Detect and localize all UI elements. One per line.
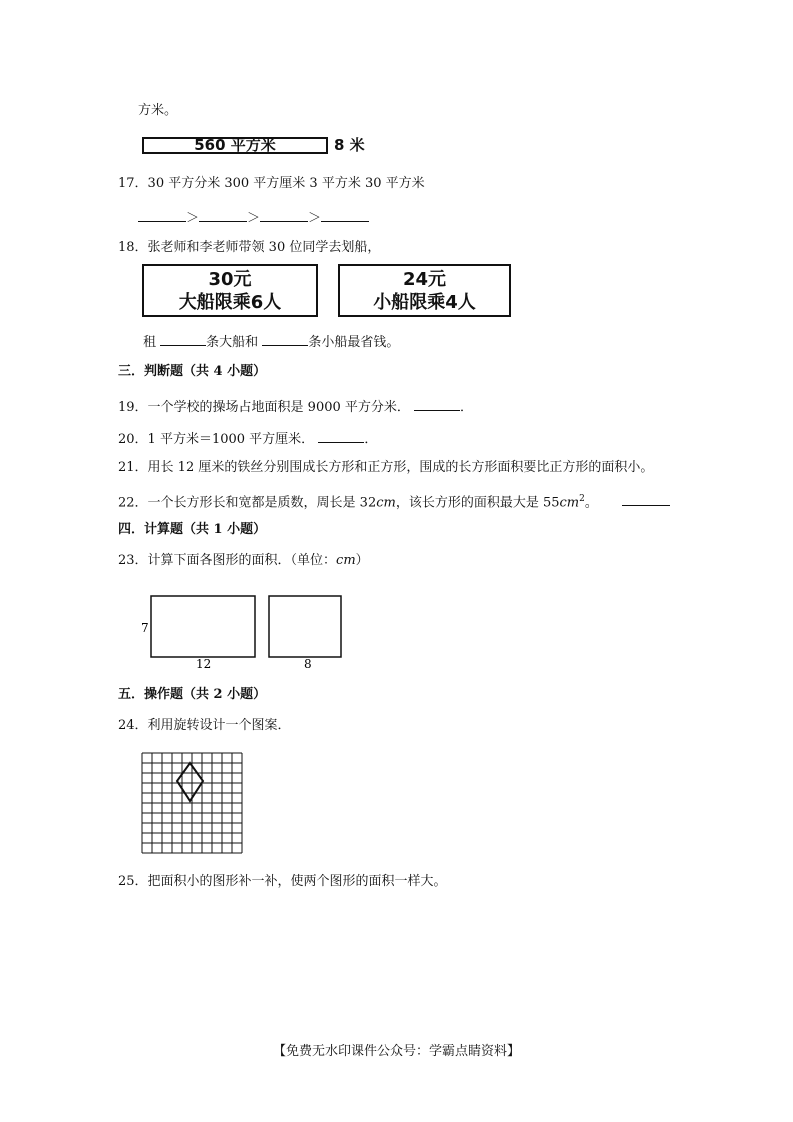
greater-than-sign: ＞ [247, 211, 261, 226]
q22-text-a: 22．一个长方形长和宽都是质数，周长是 32 [118, 495, 377, 511]
q23-text-b: ） [355, 553, 369, 568]
q23-question-row [118, 552, 369, 570]
big-boat-sign [142, 264, 318, 317]
q20-row [118, 428, 377, 449]
q19-question: 19．一个学校的操场占地面积是 9000 平方分米． [118, 400, 410, 415]
q25-question: 25．把面积小的图形补一补，使两个图形的面积一样大。 [118, 874, 447, 889]
square-figure [269, 596, 341, 657]
q19-end: ． [460, 400, 474, 415]
q24-grid[interactable] [140, 751, 244, 855]
answer-blank[interactable] [160, 331, 206, 346]
q16-side-label: 8 米 [334, 136, 365, 154]
answer-blank[interactable] [199, 207, 247, 222]
answer-blank[interactable] [138, 207, 186, 222]
q18-answer-row [143, 331, 399, 352]
q17-question: 17．30 平方分米 300 平方厘米 3 平方米 30 平方米 [118, 176, 425, 191]
big-boat-rule: 大船限乘6人 [178, 292, 282, 313]
q22-sup: 2 [579, 494, 585, 504]
square-side-label: 8 [304, 657, 312, 670]
q18-question: 18．张老师和李老师带领 30 位同学去划船， [118, 240, 381, 255]
q22-unit-cm: cm [376, 495, 396, 511]
q16-area-box: 560 平方米 [142, 137, 328, 154]
q24-question: 24．利用旋转设计一个图案． [118, 718, 291, 733]
section-4-heading: 四．计算题（共 1 小题） [118, 522, 267, 537]
kite-shape [177, 763, 203, 801]
footer-note: 【免费无水印课件公众号：学霸点睛资料】 [272, 1044, 520, 1059]
greater-than-sign: ＞ [308, 211, 322, 226]
q19-row [118, 396, 473, 417]
answer-blank[interactable] [262, 331, 308, 346]
q23-unit: cm [336, 553, 356, 568]
big-boat-price: 30元 [208, 269, 252, 290]
rect-width-label: 12 [196, 657, 212, 670]
q17-answer-row [138, 207, 369, 228]
answer-blank[interactable] [414, 396, 460, 411]
rectangle-figure [151, 596, 255, 657]
answer-blank[interactable] [318, 428, 364, 443]
small-boat-sign [338, 264, 511, 317]
q22-row [118, 490, 670, 512]
answer-blank[interactable] [321, 207, 369, 222]
rect-height-label: 7 [141, 621, 149, 635]
q20-question: 20．1 平方米＝1000 平方厘米． [118, 432, 315, 447]
small-boat-rule: 小船限乘4人 [373, 292, 476, 313]
small-boat-text: 条小船最省钱。 [308, 335, 400, 350]
big-boat-text: 条大船和 [206, 335, 259, 350]
q23-text-a: 23．计算下面各图形的面积．（单位： [118, 553, 337, 568]
q22-unit-cm2: cm [559, 495, 580, 511]
q23-figures [138, 590, 348, 670]
greater-than-sign: ＞ [186, 211, 200, 226]
answer-blank[interactable] [260, 207, 308, 222]
q22-text-c: 。 [584, 495, 598, 511]
section-3-heading: 三．判断题（共 4 小题） [118, 364, 267, 379]
small-boat-price: 24元 [402, 269, 447, 290]
q20-end: ． [364, 432, 378, 447]
q21-question: 21．用长 12 厘米的铁丝分别围成长方形和正方形，围成的长方形面积要比正方形的面积小。 [118, 460, 654, 475]
q16-tail: 方米。 [138, 103, 178, 118]
section-5-heading: 五．操作题（共 2 小题） [118, 687, 267, 702]
q22-text-b: ，该长方形的面积最大是 55 [395, 495, 560, 511]
rent-prefix: 租 [143, 335, 157, 350]
answer-blank[interactable] [622, 491, 670, 506]
